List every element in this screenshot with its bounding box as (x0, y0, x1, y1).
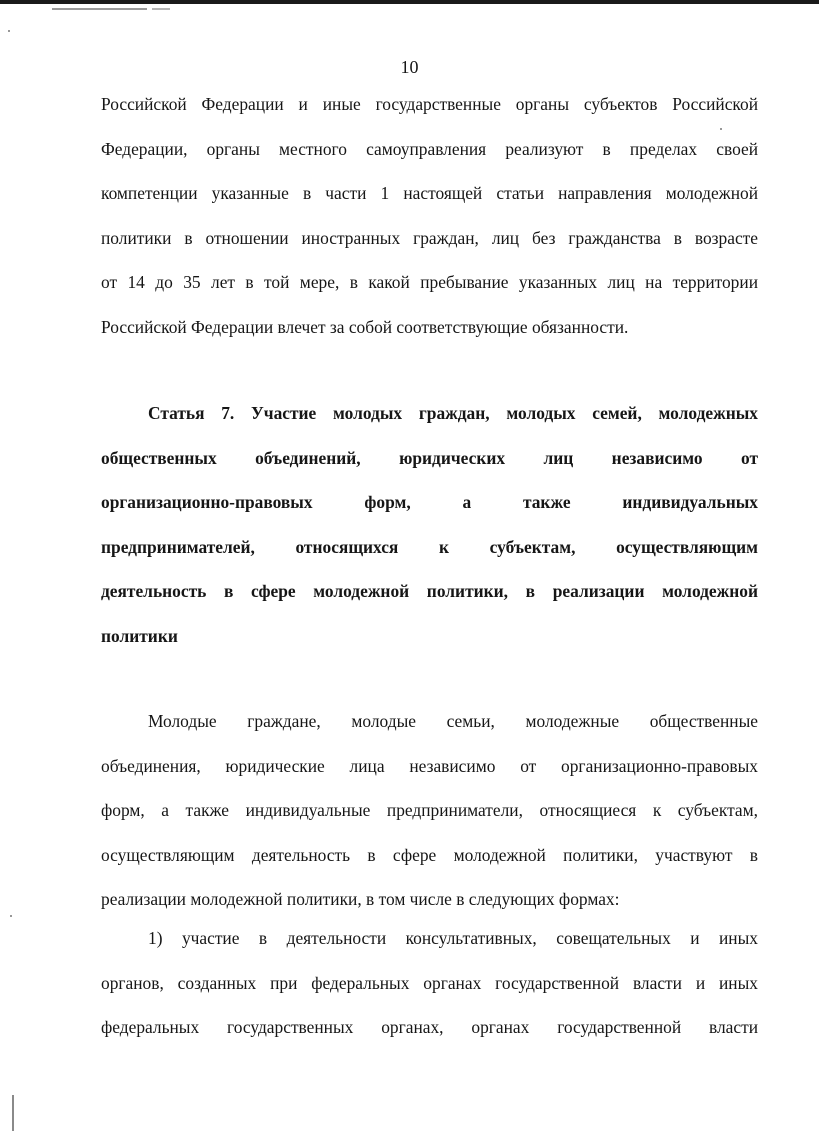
scan-top-edge (0, 0, 819, 4)
text-line: Молодые граждане, молодые семьи, молодежные общественные (148, 711, 758, 731)
scan-mark (152, 8, 170, 10)
heading-line: политики (101, 625, 178, 646)
paragraph-continuation (101, 82, 758, 349)
scan-mark (52, 8, 147, 10)
page-number: 10 (400, 57, 419, 77)
text-line: органов, созданных при федеральных органах государственной власти и иных (101, 972, 758, 993)
text-line: политики в отношении иностранных граждан, лиц без гражданства в возрасте (101, 227, 758, 248)
text-line: компетенции указанные в части 1 настоящей статьи направления молодежной (101, 183, 758, 203)
text-line: 1) участие в деятельности консультативных, совещательных и иных (148, 928, 758, 948)
list-item (101, 916, 758, 1050)
scan-left-mark (12, 1095, 14, 1131)
text-line: реализации молодежной политики, в том числе в следующих формах: (101, 889, 620, 909)
text-line: объединения, юридические лица независимо от организационно-правовых (101, 755, 758, 776)
scan-speck (8, 30, 10, 32)
paragraph-body (101, 699, 758, 922)
heading-line: организационно-правовых форм, а также индивидуальных (101, 492, 758, 512)
text-line: Российской Федерации и иные государственные органы субъектов Российской (101, 94, 758, 114)
text-line: федеральных государственных органах, органах государственной власти (101, 1017, 758, 1037)
article-heading (101, 391, 758, 658)
heading-line: предпринимателей, относящихся к субъектам, осуществляющим (101, 536, 758, 557)
scan-speck (10, 915, 12, 917)
heading-line: деятельность в сфере молодежной политики, в реализации молодежной (101, 581, 758, 601)
text-line: осуществляющим деятельность в сфере молодежной политики, участвуют в (101, 844, 758, 865)
text-line: Федерации, органы местного самоуправления реализуют в пределах своей (101, 138, 758, 159)
heading-line: общественных объединений, юридических лиц независимо от (101, 447, 758, 468)
heading-line: Статья 7. Участие молодых граждан, молодых семей, молодежных (148, 403, 758, 423)
text-line: от 14 до 35 лет в той мере, в какой пребывание указанных лиц на территории (101, 272, 758, 292)
text-line: Российской Федерации влечет за собой соответствующие обязанности. (101, 316, 629, 337)
text-line: форм, а также индивидуальные предприниматели, относящиеся к субъектам, (101, 800, 758, 820)
